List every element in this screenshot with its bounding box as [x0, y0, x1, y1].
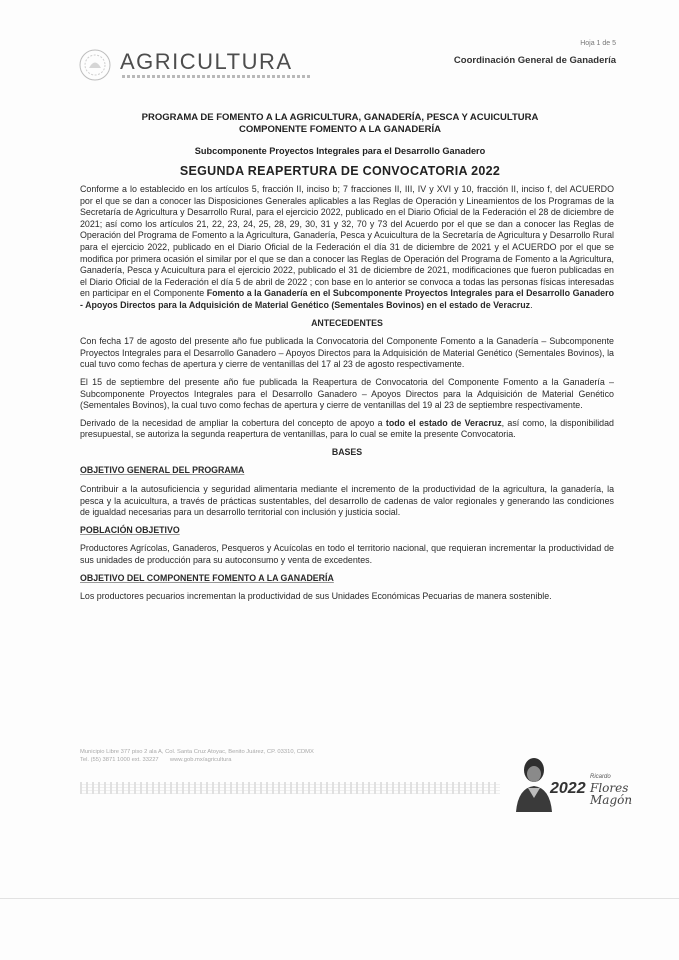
year-logo — [550, 768, 633, 812]
agency-logo-subtitle — [122, 75, 312, 78]
decorative-pattern-band — [80, 782, 500, 794]
objetivo-componente-paragraph: Los productores pecuarios incrementan la productividad de sus Unidades Económicas Pecuarias de manera sostenible. — [80, 591, 552, 602]
program-title: PROGRAMA DE FOMENTO A LA AGRICULTURA, GANADERÍA, PESCA Y ACUICULTURA — [141, 112, 539, 123]
name-flores-text: Flores — [590, 781, 629, 795]
antecedentes-paragraph-3 — [80, 418, 614, 441]
page-number: Hoja 1 de 5 — [580, 40, 616, 47]
subcomponent-title: Subcomponente Proyectos Integrales para el Desarrollo Ganadero — [194, 146, 486, 156]
intro-bold-text: Fomento a la Ganadería en el Subcomponente Proyectos Integrales para el Desarrollo Ganadero - Apoyos Directos para la Adquisición de Material Genético (Sementales Bovinos) en el estado de Veracruz — [80, 288, 614, 310]
phone-text: Tel. (55) 3871 1000 ext. 33227 — [80, 757, 159, 763]
document-titles — [60, 112, 620, 178]
objetivo-general-paragraph: Contribuir a la autosuficiencia y seguridad alimentaria mediante el incremento de la productividad de la agricultura, la ganadería, la pesca y la acuicultura, a través de prácticas sustentables, del desarrollo de cadenas de valor regionales y generando las condiciones de igualdad necesarias para un desarrollo territorial con inclusión y justicia social. — [80, 484, 614, 518]
page-edge-divider — [0, 898, 679, 899]
antecedentes-paragraph-1: Con fecha 17 de agosto del presente año fue publicada la Convocatoria del Componente Fomento a la Ganadería – Subcomponente Proyectos Integrales para el Desarrollo Ganadero – Apoyos Directos para la Adquisición de Material Genético (Sementales Bovinos), la cual tuvo como fechas de apertura y cierre de ventanillas del 17 al 23 de agosto respectivamente. — [80, 336, 614, 370]
intro-text: Conforme a lo establecido en los artículos 5, fracción II, inciso b; 7 fracciones II, III, IV y XVI y 10, fracción II, inciso f, del ACUERDO por el que se dan a conocer las Disposiciones Generales aplicables a las Reglas de Operación y Lineamientos de los Programas de la Secretaría de Agricultura y Desarrollo Rural, para el ejercicio 2022, publicado en el Diario Oficial de la Federación el 28 de diciembre de 2021; así como los artículos 21, 22, 23, 24, 25, 28, 29, 30, 31 y 32, 70 y 73 del Acuerdo por el que se dan a conocer las Reglas de Operación del Programa de Fomento a la Agricultura, Ganadería, Pesca y Acuicultura de la Secretaría de Agricultura y Desarrollo Rural para el ejercicio 2022, publicado en el Diario Oficial de la Federación el día 31 de diciembre de 2021 y el ACUERDO por el que se modifica por primera ocasión el similar por el que se dan a conocer las Reglas de Operación del Programa de Fomento a la Agricultura, Ganadería, Pesca y Acuicultura para el ejercicio 2022, publicado el 31 de diciembre de 2021, modificaciones que fueron publicadas en el Diario Oficial de la Federación el día 5 de abril de 2022 ; con base en lo anterior se convoca a todas las personas físicas interesadas en participar en el Componente — [80, 184, 614, 299]
website-text: www.gob.mx/agricultura — [169, 757, 232, 763]
name-small-text: Ricardo — [590, 774, 611, 780]
main-title: SEGUNDA REAPERTURA DE CONVOCATORIA 2022 — [179, 164, 501, 178]
poblacion-objetivo-heading: POBLACIÓN OBJETIVO — [80, 524, 180, 535]
letterhead-footer — [80, 748, 633, 828]
name-magon-text: Magón — [590, 793, 633, 807]
letterhead — [78, 40, 618, 90]
objetivo-componente-heading: OBJETIVO DEL COMPONENTE FOMENTO A LA GANADERÍA — [80, 572, 334, 583]
agency-logo-text: AGRICULTURA — [120, 49, 293, 74]
contact-line — [80, 756, 314, 764]
footer-address — [80, 748, 314, 764]
intro-end: . — [530, 299, 533, 310]
antecedentes-paragraph-2: El 15 de septiembre del presente año fue publicada la Reapertura de Convocatoria del Componente Fomento a la Ganadería – Subcomponente Proyectos Integrales para el Desarrollo Ganadero – Apoyos Directos para la Adquisición de Material Genético (Sementales Bovinos), la cual tuvo como fechas de apertura y cierre de ventanillas del 19 al 23 de septiembre respectivamente. — [80, 376, 614, 411]
document-body — [80, 184, 614, 609]
antecedentes-p3-end: , así como, la disponibilidad presupuestal, se autoriza la segunda reapertura de ventanillas, para lo cual se emite la presente Convocatoria. — [80, 417, 614, 440]
antecedentes-heading: ANTECEDENTES — [311, 317, 383, 328]
year-text: 2022 — [550, 780, 586, 797]
coordination-title: Coordinación General de Ganadería — [453, 55, 616, 66]
intro-paragraph — [80, 184, 614, 312]
eagle-seal-icon — [78, 48, 112, 82]
address-line: Municipio Libre 377 piso 2 ala A, Col. Santa Cruz Atoyac, Benito Juárez, CP. 03310, CDMX — [80, 749, 314, 755]
bases-heading: BASES — [331, 446, 363, 457]
objetivo-general-heading: OBJETIVO GENERAL DEL PROGRAMA — [80, 465, 245, 476]
poblacion-objetivo-paragraph: Productores Agrícolas, Ganaderos, Pesqueros y Acuícolas en todo el territorio nacional, que requieran incrementar la productividad de sus unidades de producción para su autoconsumo y venta de excedentes. — [80, 543, 614, 566]
antecedentes-p3-text: Derivado de la necesidad de ampliar la cobertura del concepto de apoyo a — [80, 417, 386, 428]
antecedentes-p3-bold: todo el estado de Veracruz — [385, 417, 502, 428]
component-title: COMPONENTE FOMENTO A LA GANADERÍA — [239, 124, 441, 135]
